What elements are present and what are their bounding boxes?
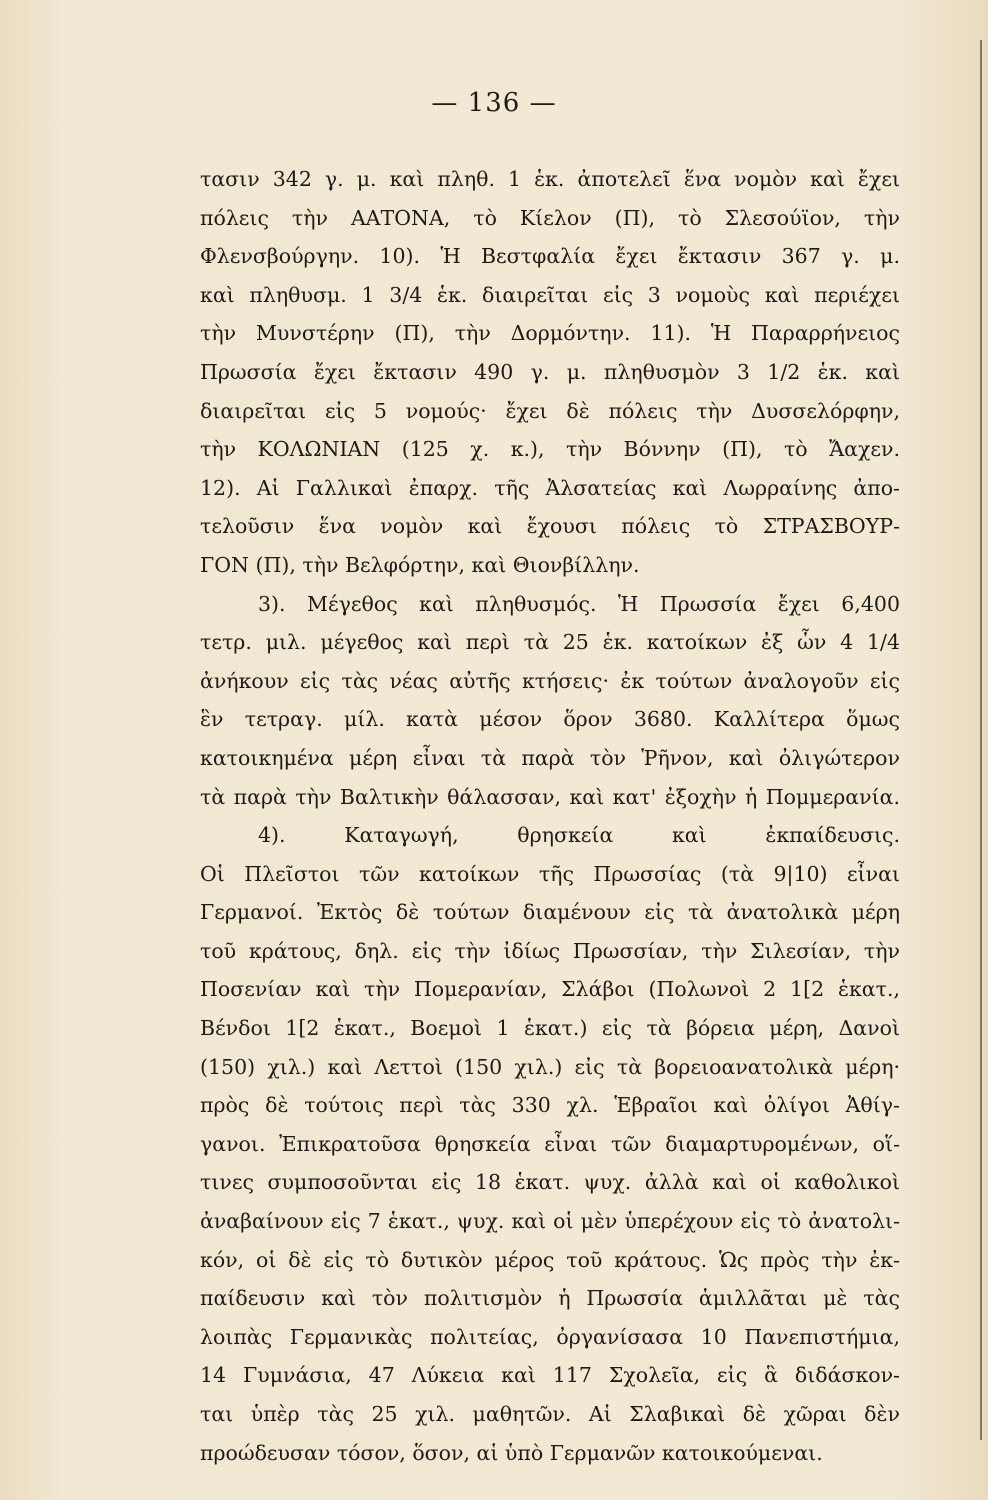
page-number: — 136 —: [431, 88, 557, 118]
section-heading-line: 4). Καταγωγή, θρησκεία καὶ ἐκπαίδευσις.: [258, 823, 900, 848]
text-line: τινες συμποσοῦνται εἰς 18 ἑκατ. ψυχ. ἀλλὰ καὶ οἱ καθολικοὶ: [200, 1170, 900, 1195]
text-line: γανοι. Ἐπικρατοῦσα θρησκεία εἶναι τῶν διαμαρτυρομένων, οἵ-: [200, 1131, 900, 1156]
text-line: καὶ πληθυσμ. 1 3/4 ἑκ. διαιρεῖται εἰς 3 νομοὺς καὶ περιέχει: [200, 282, 900, 307]
text-line: τετρ. μιλ. μέγεθος καὶ περὶ τὰ 25 ἑκ. κατοίκων ἐξ ὧν 4 1/4: [200, 630, 900, 655]
section-heading-line: 3). Μέγεθος καὶ πληθυσμός. Ἡ Πρωσσία ἔχει 6,400: [258, 591, 900, 616]
text-line: 14 Γυμνάσια, 47 Λύκεια καὶ 117 Σχολεῖα, εἰς ἃ διδάσκον-: [200, 1363, 900, 1388]
body-text: [200, 160, 900, 1472]
page-edge-line: [980, 40, 982, 1440]
text-line: ἓν τετραγ. μίλ. κατὰ μέσον ὅρον 3680. Καλλίτερα ὅμως: [200, 707, 900, 732]
text-line: πρὸς δὲ τούτοις περὶ τὰς 330 χλ. Ἑβραῖοι καὶ ὀλίγοι Ἀθίγ-: [200, 1093, 900, 1118]
text-line: τὴν Μυνστέρην (Π), τὴν Δορμόντην. 11). Ἡ Παραρρήνειος: [200, 321, 900, 346]
text-line: διαιρεῖται εἰς 5 νομούς· ἔχει δὲ πόλεις τὴν Δυσσελόρφην,: [200, 398, 900, 423]
text-line: λοιπὰς Γερμανικὰς πολιτείας, ὀργανίσασα 10 Πανεπιστήμια,: [200, 1324, 900, 1349]
text-line: Γερμανοί. Ἐκτὸς δὲ τούτων διαμένουν εἰς τὰ ἀνατολικὰ μέρη: [200, 900, 900, 925]
text-line: (150) χιλ.) καὶ Λεττοὶ (150 χιλ.) εἰς τὰ βορειοανατολικὰ μέρη·: [200, 1054, 900, 1079]
text-line: πόλεις τὴν ΑΑΤΟΝΑ, τὸ Κίελον (Π), τὸ Σλεσούϊον, τὴν: [200, 205, 900, 230]
text-line: τὰ παρὰ τὴν Βαλτικὴν θάλασσαν, καὶ κατ' ἐξοχὴν ἡ Πομμερανία.: [200, 784, 900, 809]
text-line: ται ὑπὲρ τὰς 25 χιλ. μαθητῶν. Αἱ Σλαβικαὶ δὲ χῶραι δὲν: [200, 1402, 900, 1426]
text-line: προώδευσαν τόσον, ὅσον, αἱ ὑπὸ Γερμανῶν κατοικούμεναι.: [200, 1440, 823, 1465]
text-line: τελοῦσιν ἕνα νομὸν καὶ ἔχουσι πόλεις τὸ ΣΤΡΑΣΒΟΥΡ-: [200, 514, 900, 539]
text-line: Πρωσσία ἔχει ἔκτασιν 490 γ. μ. πληθυσμὸν 3 1/2 ἑκ. καὶ: [200, 359, 900, 384]
text-line: τοῦ κράτους, δηλ. εἰς τὴν ἰδίως Πρωσσίαν, τὴν Σιλεσίαν, τὴν: [200, 938, 900, 963]
text-line: ἀναβαίνουν εἰς 7 ἑκατ., ψυχ. καὶ οἱ μὲν ὑπερέχουν εἰς τὸ ἀνατολι-: [200, 1209, 900, 1234]
text-line: παίδευσιν καὶ τὸν πολιτισμὸν ἡ Πρωσσία ἁμιλλᾶται μὲ τὰς: [200, 1286, 900, 1311]
text-line: Φλενσβούργην. 10). Ἡ Βεστφαλία ἔχει ἔκτασιν 367 γ. μ.: [200, 244, 900, 269]
text-line: ΓΟΝ (Π), τὴν Βελφόρτην, καὶ Θιονβίλλην.: [200, 552, 640, 577]
text-line: κατοικημένα μέρη εἶναι τὰ παρὰ τὸν Ῥῆνον, καὶ ὀλιγώτερον: [200, 745, 900, 770]
text-line: Ποσενίαν καὶ τὴν Πομερανίαν, Σλάβοι (Πολωνοὶ 2 1[2 ἑκατ.,: [200, 977, 900, 1002]
text-line: κόν, οἱ δὲ εἰς τὸ δυτικὸν μέρος τοῦ κράτους. Ὡς πρὸς τὴν ἐκ-: [200, 1247, 900, 1272]
text-line: Βένδοι 1[2 ἑκατ., Βοεμοὶ 1 ἑκατ.) εἰς τὰ βόρεια μέρη, Δανοὶ: [200, 1016, 900, 1041]
text-line: Οἱ Πλεῖστοι τῶν κατοίκων τῆς Πρωσσίας (τὰ 9|10) εἶναι: [200, 861, 900, 886]
text-line: τασιν 342 γ. μ. καὶ πληθ. 1 ἑκ. ἀποτελεῖ ἕνα νομὸν καὶ ἔχει: [200, 167, 900, 191]
text-line: 12). Αἱ Γαλλικαὶ ἐπαρχ. τῆς Ἀλσατείας καὶ Λωρραίνης ἀπο-: [200, 475, 900, 500]
text-line: τὴν ΚΟΛΩΝΙΑΝ (125 χ. κ.), τὴν Βόννην (Π), τὸ Ἄαχεν.: [200, 437, 900, 462]
text-line: ἀνήκουν εἰς τὰς νέας αὐτῆς κτήσεις· ἐκ τούτων ἀναλογοῦν εἰς: [200, 668, 900, 693]
